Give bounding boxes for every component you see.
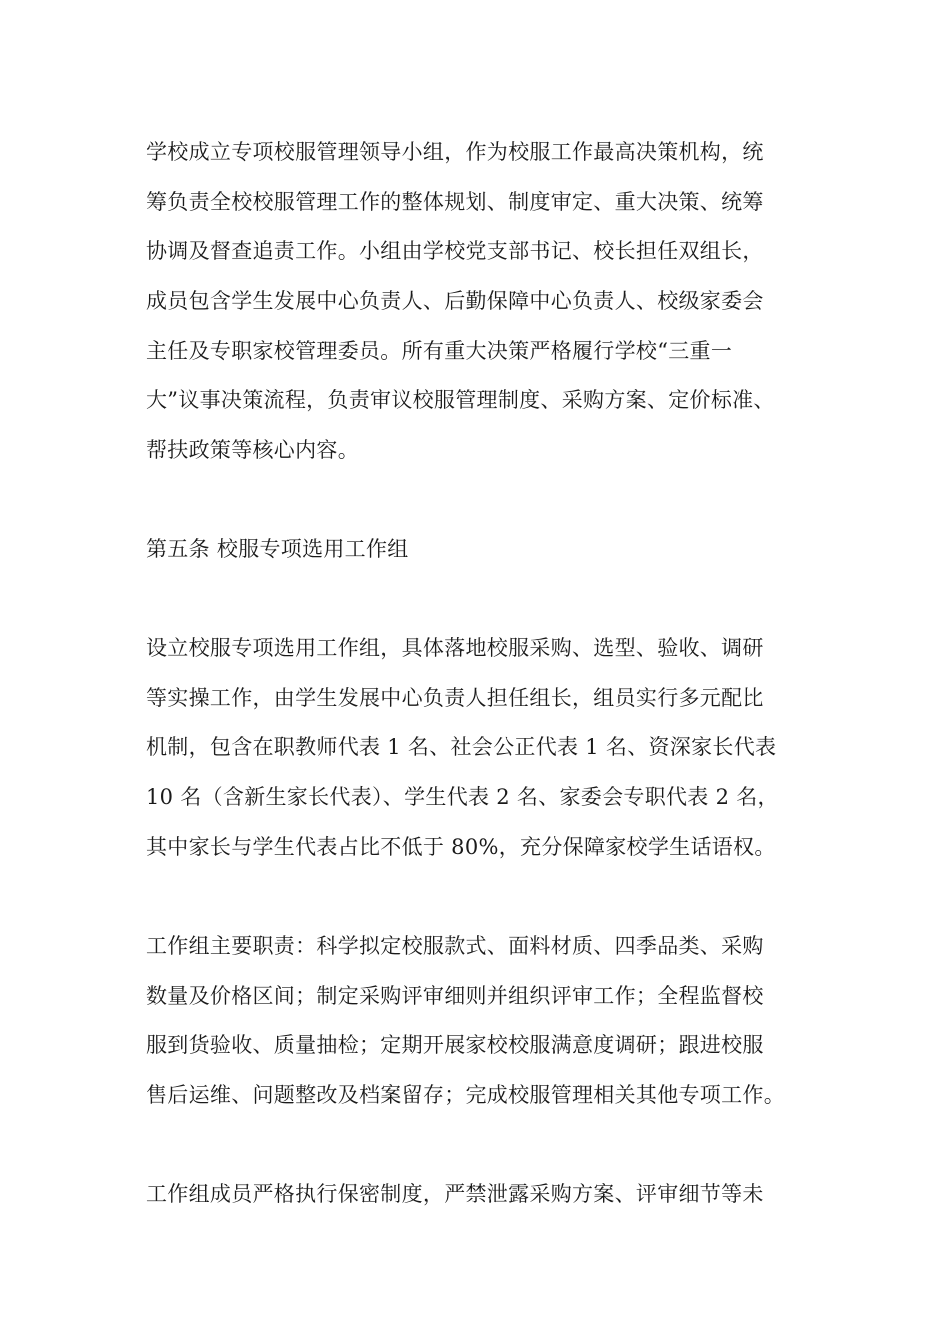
- text-line: 工作组主要职责：科学拟定校服款式、面料材质、四季品类、采购: [146, 934, 764, 958]
- paragraph-confidentiality: [146, 1170, 846, 1220]
- text-line: 其中家长与学生代表占比不低于 80%，充分保障家校学生话语权。: [146, 834, 776, 859]
- text-line: 协调及督查追责工作。小组由学校党支部书记、校长担任双组长，: [146, 239, 764, 264]
- heading-text: 第五条 校服专项选用工作组: [146, 537, 409, 561]
- text-line: 设立校服专项选用工作组，具体落地校服采购、选型、验收、调研: [146, 636, 764, 660]
- section-heading-article-5: [146, 525, 846, 575]
- text-line: 数量及价格区间；制定采购评审细则并组织评审工作；全程监督校: [146, 983, 764, 1008]
- text-line: 主任及专职家校管理委员。所有重大决策严格履行学校“三重一: [146, 338, 733, 363]
- text-line: 大”议事决策流程，负责审议校服管理制度、采购方案、定价标准、: [146, 388, 775, 413]
- text-line: 工作组成员严格执行保密制度，严禁泄露采购方案、评审细节等未: [146, 1182, 764, 1206]
- text-line: 成员包含学生发展中心负责人、后勤保障中心负责人、校级家委会: [146, 289, 764, 314]
- paragraph-working-group: [146, 624, 846, 872]
- text-line: 服到货验收、质量抽检；定期开展家校校服满意度调研；跟进校服: [146, 1033, 764, 1058]
- text-line: 等实操工作，由学生发展中心负责人担任组长，组员实行多元配比: [146, 685, 764, 710]
- text-line: 10 名（含新生家长代表）、学生代表 2 名、家委会专职代表 2 名，: [146, 785, 779, 810]
- text-line: 机制，包含在职教师代表 1 名、社会公正代表 1 名、资深家长代表: [146, 735, 777, 760]
- paragraph-leadership-group: [146, 128, 846, 476]
- text-line: 学校成立专项校服管理领导小组，作为校服工作最高决策机构，统: [146, 140, 764, 164]
- text-line: 帮扶政策等核心内容。: [146, 438, 359, 463]
- text-line: 售后运维、问题整改及档案留存；完成校服管理相关其他专项工作。: [146, 1083, 785, 1108]
- paragraph-responsibilities: [146, 922, 846, 1121]
- text-line: 筹负责全校校服管理工作的整体规划、制度审定、重大决策、统筹: [146, 189, 764, 214]
